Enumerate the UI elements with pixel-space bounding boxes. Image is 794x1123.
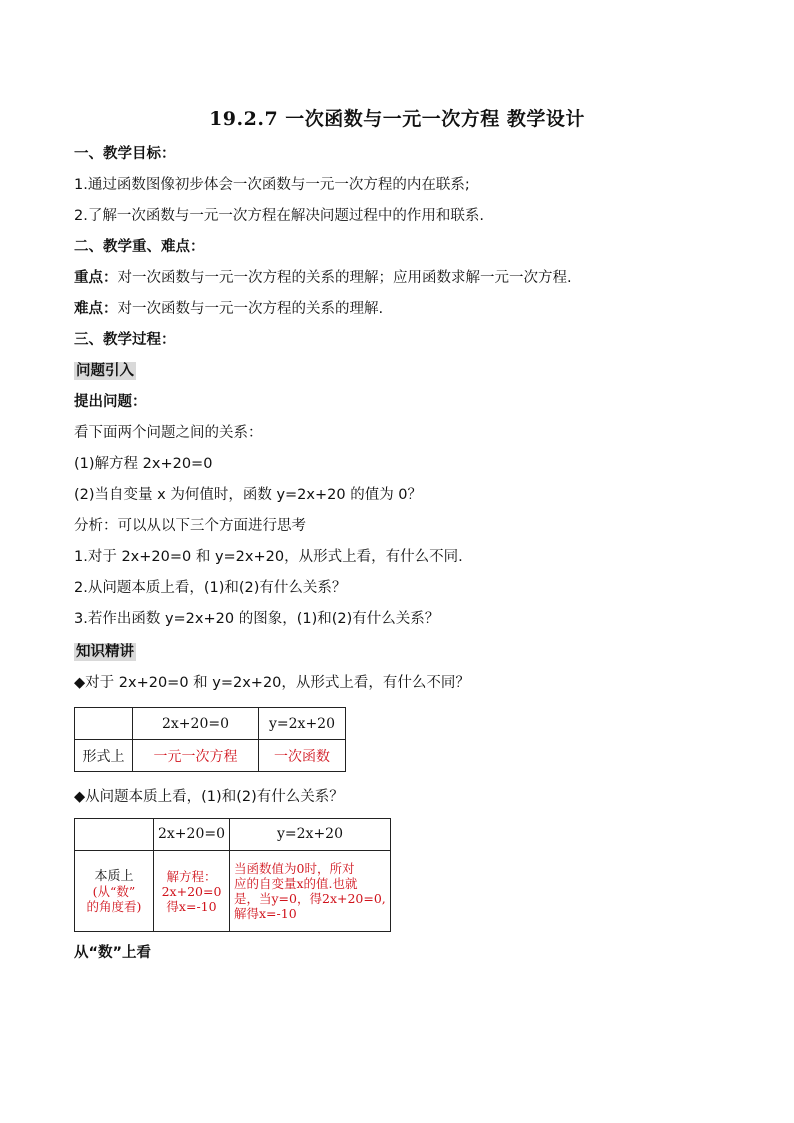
body-line: (1)解方程 2x+20=0	[74, 456, 213, 472]
row-label: 本质上 (从“数” 的角度看)	[75, 851, 154, 932]
essence-comparison-table	[74, 818, 391, 932]
table-cell: 当函数值为0时，所对 应的自变量x的值.也就 是，当y=0，得2x+20=0, 解得x=-10	[230, 851, 391, 932]
intro-tag: 问题引入	[76, 363, 134, 379]
row-label: 形式上	[75, 740, 133, 772]
table-row	[75, 708, 346, 740]
question-form: ◆对于 2x+20=0 和 y=2x+20，从形式上看，有什么不同？	[74, 675, 470, 691]
key-point-line	[74, 269, 572, 287]
table-header: 2x+20=0	[154, 819, 230, 851]
closing-heading: 从“数”上看	[74, 945, 152, 961]
section-heading-key-points: 二、教学重、难点：	[74, 239, 205, 255]
body-line: 3.若作出函数 y=2x+20 的图象，(1)和(2)有什么关系？	[74, 611, 440, 627]
body-line: 1.对于 2x+20=0 和 y=2x+20，从形式上看，有什么不同.	[74, 549, 463, 565]
table-header: y=2x+20	[259, 708, 346, 740]
knowledge-tag: 知识精讲	[76, 644, 134, 660]
table-cell: 一元一次方程	[133, 740, 259, 772]
difficulty-text: 对一次函数与一元一次方程的关系的理解.	[117, 301, 384, 317]
key-point-label: 重点：	[74, 270, 118, 286]
table-row	[75, 819, 391, 851]
table-cell: 一次函数	[259, 740, 346, 772]
page-title: 19.2.7 一次函数与一元一次方程 教学设计	[209, 108, 585, 130]
table-header: y=2x+20	[230, 819, 391, 851]
table-cell-empty	[75, 819, 154, 851]
goal-item-1: 1.通过函数图像初步体会一次函数与一元一次方程的内在联系;	[74, 177, 470, 193]
question-essence: ◆从问题本质上看，(1)和(2)有什么关系？	[74, 789, 344, 805]
table-cell: 解方程： 2x+20=0 得x=-10	[154, 851, 230, 932]
difficulty-label: 难点：	[74, 301, 118, 317]
knowledge-tag-line	[74, 643, 136, 661]
key-point-text: 对一次函数与一元一次方程的关系的理解；应用函数求解一元一次方程.	[117, 270, 572, 286]
table-header: 2x+20=0	[133, 708, 259, 740]
body-line: 分析：可以从以下三个方面进行思考	[74, 518, 306, 534]
difficulty-line	[74, 300, 383, 318]
form-comparison-table	[74, 707, 346, 772]
body-line: 看下面两个问题之间的关系：	[74, 425, 263, 441]
section-heading-goals: 一、教学目标：	[74, 146, 176, 162]
raise-question-heading: 提出问题：	[74, 394, 147, 410]
table-row	[75, 851, 391, 932]
table-cell-empty	[75, 708, 133, 740]
body-line: (2)当自变量 x 为何值时，函数 y=2x+20 的值为 0？	[74, 487, 423, 503]
intro-tag-line	[74, 362, 136, 380]
table-row	[75, 740, 346, 772]
section-heading-process: 三、教学过程：	[74, 332, 176, 348]
body-line: 2.从问题本质上看，(1)和(2)有什么关系？	[74, 580, 347, 596]
goal-item-2: 2.了解一次函数与一元一次方程在解决问题过程中的作用和联系.	[74, 208, 484, 224]
